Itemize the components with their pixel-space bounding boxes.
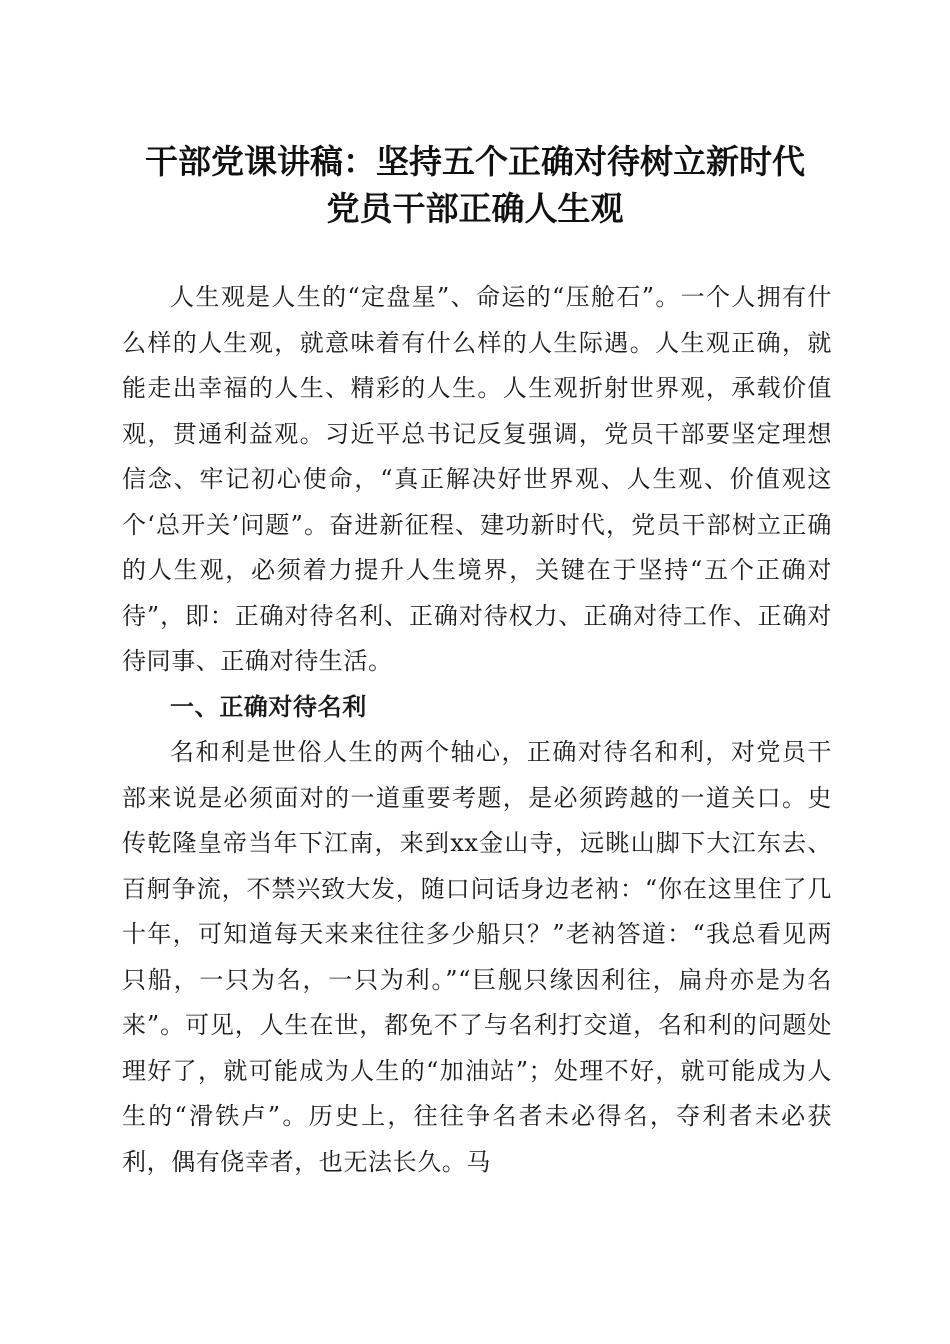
section-1-paragraph: 名和利是世俗人生的两个轴心，正确对待名和利，对党员干部来说是必须面对的一道重要考题，是必须跨越的一道关口。史传乾隆皇帝当年下江南，来到xx金山寺，远眺山脚下大江东去、百舸争流，不禁兴致大发，随口问话身边老衲：“你在这里住了几十年，可知道每天来来往往多少船只？”老衲答道：“我总看见两只船，一只为名，一只为利。”“巨舰只缘因利往，扁舟亦是为名来”。可见，人生在世，都免不了与名利打交道，名和利的问题处理好了，就可能成为人生的“加油站”；处理不好，就可能成为人生的“滑铁卢”。历史上，往往争名者未必得名，夺利者未必获利，偶有侥幸者，也无法长久。马 (122, 738, 832, 1176)
document-body (122, 275, 832, 1185)
intro-paragraph: 人生观是人生的“定盘星”、命运的“压舱石”。一个人拥有什么样的人生观，就意味着有什么样的人生际遇。人生观正确，就能走出幸福的人生、精彩的人生。人生观折射世界观，承载价值观，贯通利益观。习近平总书记反复强调，党员干部要坚定理想信念、牢记初心使命，“真正解决好世界观、人生观、价值观这个‘总开关’问题”。奋进新征程、建功新时代，党员干部树立正确的人生观，必须着力提升人生境界，关键在于坚持“五个正确对待”，即：正确对待名利、正确对待权力、正确对待工作、正确对待同事、正确对待生活。 (122, 283, 832, 675)
section-1-heading: 一、正确对待名利 (170, 692, 367, 721)
document-title-line-2: 党员干部正确人生观 (326, 189, 624, 228)
document-title-line-1: 干部党课讲稿：坚持五个正确对待树立新时代 (145, 142, 805, 181)
